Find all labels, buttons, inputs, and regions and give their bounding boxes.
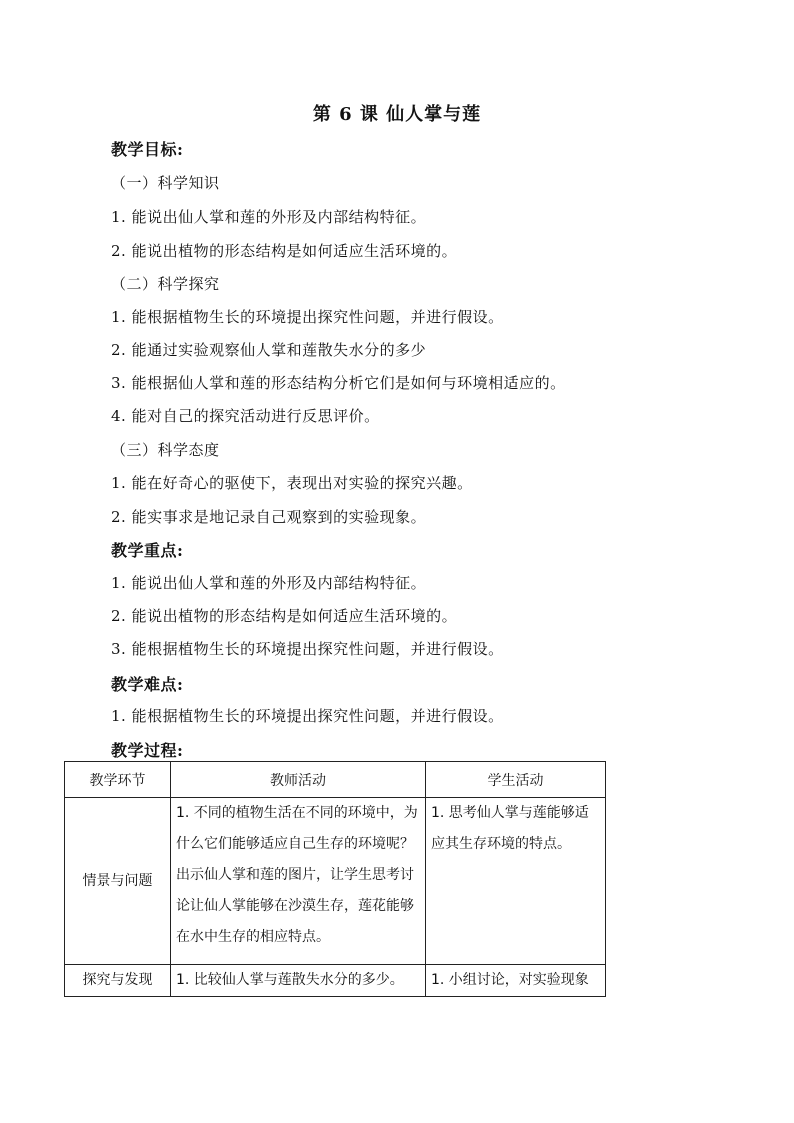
stage-cell: 探究与发现 xyxy=(65,965,171,997)
subsection-attitude: （三）科学态度 xyxy=(111,441,220,459)
header-stage: 教学环节 xyxy=(65,762,171,798)
list-item: 1. 能说出仙人掌和莲的外形及内部结构特征。 xyxy=(111,208,427,226)
subsection-knowledge: （一）科学知识 xyxy=(111,174,220,192)
teacher-cell: 1. 比较仙人掌与莲散失水分的多少。 xyxy=(171,965,426,997)
table-row xyxy=(65,965,606,997)
list-item: 3. 能根据仙人掌和莲的形态结构分析它们是如何与环境相适应的。 xyxy=(111,374,566,392)
list-item: 1. 能说出仙人掌和莲的外形及内部结构特征。 xyxy=(111,574,427,592)
list-item: 4. 能对自己的探究活动进行反思评价。 xyxy=(111,407,380,425)
list-item: 1. 能根据植物生长的环境提出探究性问题，并进行假设。 xyxy=(111,707,504,725)
subsection-inquiry: （二）科学探究 xyxy=(111,275,220,293)
process-heading: 教学过程: xyxy=(111,741,184,760)
list-item: 1. 能根据植物生长的环境提出探究性问题，并进行假设。 xyxy=(111,308,504,326)
difficulties-heading: 教学难点: xyxy=(111,675,184,694)
table-header-row xyxy=(65,762,606,798)
list-item: 2. 能通过实验观察仙人掌和莲散失水分的多少 xyxy=(111,341,427,359)
stage-cell: 情景与问题 xyxy=(65,798,171,965)
list-item: 1. 能在好奇心的驱使下，表现出对实验的探究兴趣。 xyxy=(111,474,473,492)
header-teacher: 教师活动 xyxy=(171,762,426,798)
objectives-heading: 教学目标: xyxy=(111,140,184,159)
student-cell: 1. 小组讨论，对实验现象 xyxy=(426,965,606,997)
list-item: 3. 能根据植物生长的环境提出探究性问题，并进行假设。 xyxy=(111,640,504,658)
key-points-heading: 教学重点: xyxy=(111,541,184,560)
list-item: 2. 能说出植物的形态结构是如何适应生活环境的。 xyxy=(111,242,458,260)
table-row xyxy=(65,798,606,965)
page-title: 第 6 课 仙人掌与莲 xyxy=(312,104,482,125)
teacher-cell: 1. 不同的植物生活在不同的环境中，为什么它们能够适应自己生存的环境呢？出示仙人掌和莲的图片，让学生思考讨论让仙人掌能够在沙漠生存，莲花能够在水中生存的相应特点。 xyxy=(171,798,426,965)
list-item: 2. 能实事求是地记录自己观察到的实验现象。 xyxy=(111,508,427,526)
list-item: 2. 能说出植物的形态结构是如何适应生活环境的。 xyxy=(111,607,458,625)
header-student: 学生活动 xyxy=(426,762,606,798)
process-table xyxy=(64,761,606,997)
student-cell: 1. 思考仙人掌与莲能够适应其生存环境的特点。 xyxy=(426,798,606,965)
